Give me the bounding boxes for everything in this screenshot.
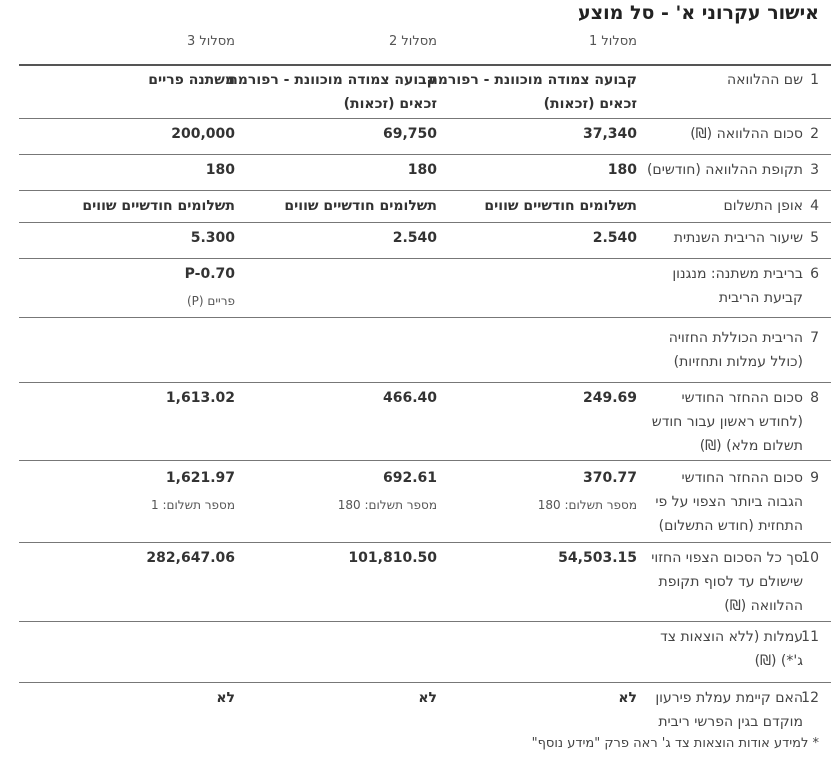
row-divider: [19, 621, 831, 622]
track-1-value: 180: [607, 162, 637, 178]
column-header-track-3: מסלול 3: [187, 34, 235, 49]
track-2-value: 2.540: [392, 230, 437, 246]
payment-number-note: מספר תשלום: 180: [537, 498, 637, 512]
row-divider: [19, 460, 831, 461]
payment-number-note: מספר תשלום: 1: [151, 498, 235, 512]
track-1-value: 2.540: [592, 230, 637, 246]
row-label: 10 סך כל הסכום הצפוי החזוי שישולם עד לסוף תקופת ההלוואה (₪): [651, 550, 819, 614]
track-1-value: 370.77 מספר תשלום: 180: [427, 466, 637, 514]
page-title: אישור עקרוני א' - סל מוצע: [578, 2, 819, 24]
track-1-value: לא: [618, 690, 637, 706]
row-label: 3 תקופת ההלוואה (חודשים): [646, 162, 819, 178]
row-divider: [19, 118, 831, 119]
row-divider: [19, 317, 831, 318]
track-1-value: תשלומים חודשיים שווים: [484, 198, 637, 214]
row-divider: [19, 258, 831, 259]
column-header-track-2: מסלול 2: [389, 34, 437, 49]
row-divider: [19, 682, 831, 683]
track-2-value: 180: [407, 162, 437, 178]
header-divider: [19, 64, 831, 66]
row-label: 9 סכום ההחזר החודשי הגבוה ביותר הצפוי על פי התחזית (חודש התשלום): [655, 470, 819, 534]
track-3-value: תשלומים חודשיים שווים: [82, 198, 235, 214]
track-3-value: P-0.70 פריים (P): [25, 262, 235, 310]
track-3-value: 1,621.97 מספר תשלום: 1: [25, 466, 235, 514]
track-1-value: 54,503.15: [558, 550, 637, 566]
row-divider: [19, 382, 831, 383]
track-3-value: משתנה פריים: [148, 72, 235, 88]
row-divider: [19, 222, 831, 223]
row-divider: [19, 542, 831, 543]
row-divider: [19, 190, 831, 191]
track-1-value: קבועה צמודה מוכוונת - רפורמת זכאים (זכאות): [428, 72, 637, 112]
row-label: 5 שיעור הריבית השנתית: [673, 230, 819, 246]
track-3-value: 5.300: [190, 230, 235, 246]
track-3-value: 1,613.02: [165, 390, 235, 406]
track-1-value: 249.69: [582, 390, 637, 406]
track-2-value: 69,750: [382, 126, 437, 142]
track-3-value: 180: [205, 162, 235, 178]
track-2-value: 466.40: [382, 390, 437, 406]
track-3-value: 282,647.06: [146, 550, 235, 566]
track-3-value: לא: [216, 690, 235, 706]
track-1-value: 37,340: [582, 126, 637, 142]
rate-base-note: פריים (P): [186, 294, 235, 308]
track-3-value: 200,000: [171, 126, 235, 142]
row-label: 1 שם ההלוואה: [726, 72, 819, 88]
track-2-value: קבועה צמודה מוכוונת - רפורמת זכאים (זכאות): [228, 72, 437, 112]
track-2-value: 101,810.50: [348, 550, 437, 566]
row-label: 2 סכום ההלוואה (₪): [690, 126, 819, 142]
payment-number-note: מספר תשלום: 180: [337, 498, 437, 512]
track-2-value: לא: [418, 690, 437, 706]
track-2-value: תשלומים חודשיים שווים: [284, 198, 437, 214]
track-2-value: 692.61 מספר תשלום: 180: [225, 466, 437, 514]
row-label: 7 הריבית הכוללת החזויה (כולל עמלות ותחזיות): [668, 330, 819, 370]
column-header-track-1: מסלול 1: [589, 34, 637, 49]
row-label: 8 סכום ההחזר החודשי (לחודש ראשון עבור חודש תשלום מלא) (₪): [651, 390, 819, 454]
footnote: * למידע אודות הוצאות צד ג' ראה פרק "מידע נוסף": [531, 736, 819, 751]
row-label: 12 האם קיימת עמלת פירעון מוקדם בגין הפרשי ריבית: [655, 690, 819, 730]
row-label: 11 עמלות (ללא הוצאות צד ג'*) (₪): [660, 629, 819, 669]
row-label: 4 אופן התשלום: [723, 198, 819, 214]
row-divider: [19, 154, 831, 155]
row-label: 6 בריבית משתנה: מנגנון קביעת הריבית: [672, 266, 819, 306]
